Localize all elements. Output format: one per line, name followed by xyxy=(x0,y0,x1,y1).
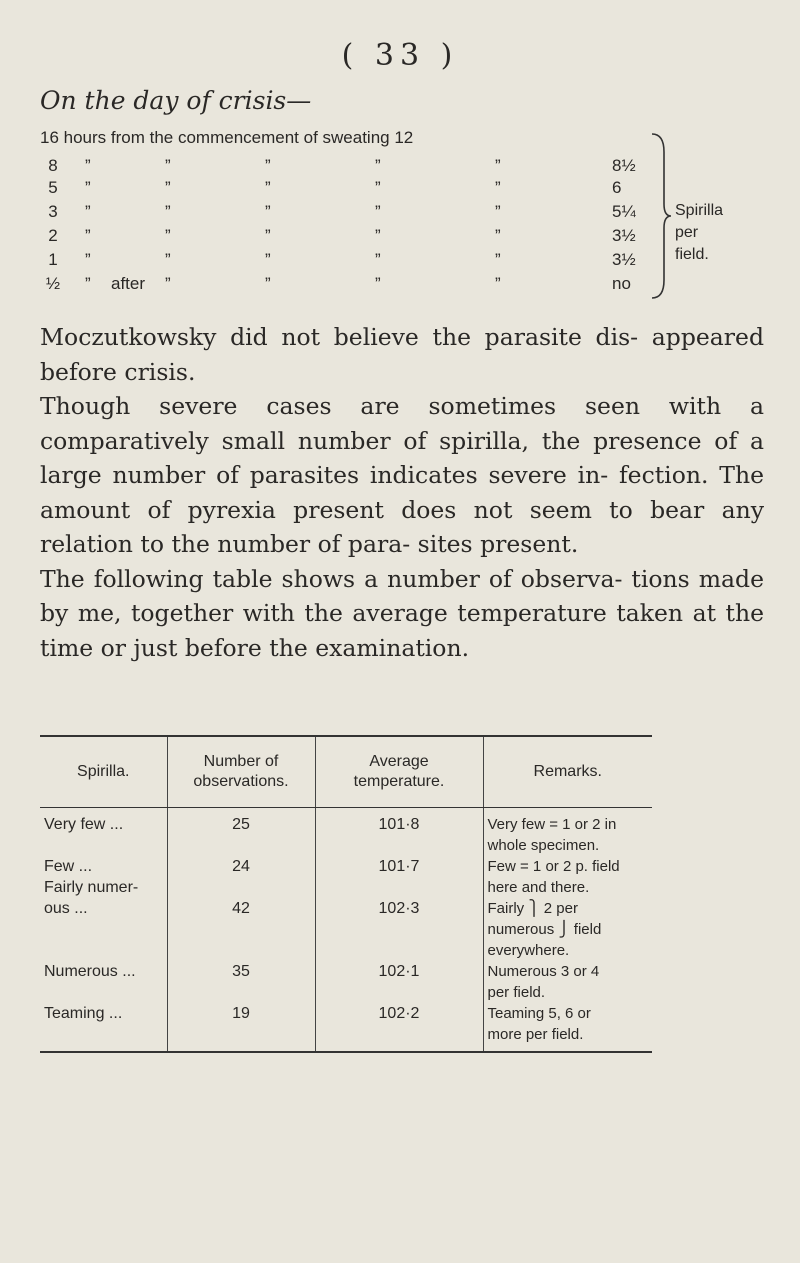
ditto-mark: ” xyxy=(265,178,271,197)
observation-count: 42 xyxy=(232,900,250,917)
spirilla-count: no xyxy=(612,274,631,293)
crisis-hours: 1 xyxy=(48,250,58,269)
ditto-mark: ” xyxy=(85,156,91,175)
section-heading: On the day of crisis— xyxy=(40,86,312,115)
spirilla-column xyxy=(40,808,167,1053)
paragraph: The following table shows a number of observa- tions made by me, together with the average temperature taken at the time or just before the examination. xyxy=(40,564,764,662)
average-temperature xyxy=(320,877,479,898)
brace-label xyxy=(675,200,723,266)
remark-line: everywhere. xyxy=(487,942,570,959)
observation-count: 25 xyxy=(232,816,250,833)
paragraph: Moczutkowsky did not believe the parasite dis- appeared before crisis. xyxy=(40,323,764,386)
ditto-mark: ” xyxy=(165,250,171,269)
spirilla-count: 5¼ xyxy=(612,202,636,221)
ditto-mark: ” xyxy=(375,156,381,175)
spirilla-level: Teaming ... xyxy=(44,1005,123,1022)
ditto-mark: ” xyxy=(265,274,271,293)
ditto-mark: ” xyxy=(375,250,381,269)
ditto-mark: ” xyxy=(375,274,381,293)
crisis-row xyxy=(40,200,680,224)
average-temperature xyxy=(320,940,479,961)
spirilla-level: ous ... xyxy=(44,900,88,917)
spirilla-level xyxy=(44,835,163,856)
curly-brace-icon xyxy=(650,132,672,300)
ditto-mark: ” xyxy=(85,202,91,221)
spirilla-level: Fairly numer- xyxy=(44,879,139,896)
spirilla-level: Few ... xyxy=(44,858,93,875)
ditto-mark: ” xyxy=(375,202,381,221)
spirilla-count: 3½ xyxy=(612,226,636,245)
crisis-row xyxy=(40,224,680,248)
header-remarks: Remarks. xyxy=(483,736,652,808)
average-temperature: 102·2 xyxy=(378,1005,420,1022)
spirilla-level: Numerous ... xyxy=(44,963,136,980)
average-temperature xyxy=(320,835,479,856)
spirilla-count: 3½ xyxy=(612,250,636,269)
average-temperature xyxy=(320,1024,479,1045)
paragraph: Though severe cases are sometimes seen with a comparatively small number of spirilla, the presence of a large number of parasites indicates severe in- fection. The amount of pyrexia present does not seem to bear any relation to the number of para- sites present. xyxy=(40,392,764,558)
observation-count xyxy=(172,1024,311,1045)
crisis-hours: 3 xyxy=(48,202,58,221)
brace-label-line2: per field. xyxy=(675,224,709,263)
average-temperature: 101·7 xyxy=(378,858,420,875)
crisis-row xyxy=(40,154,680,178)
remark-line: more per field. xyxy=(487,1026,584,1043)
remark-line: Few = 1 or 2 p. field xyxy=(487,858,620,875)
crisis-hours: 5 xyxy=(48,178,58,197)
remark-line: here and there. xyxy=(487,879,590,896)
crisis-hours: ½ xyxy=(45,274,61,293)
crisis-hours: 8 xyxy=(48,156,58,175)
remark-line: numerous ⎭ field xyxy=(487,921,602,938)
ditto-mark: ” xyxy=(85,274,91,293)
ditto-mark: ” xyxy=(165,274,171,293)
spirilla-level xyxy=(44,919,163,940)
average-temperature xyxy=(320,919,479,940)
remark-line: per field. xyxy=(487,984,546,1001)
average-temperature xyxy=(320,982,479,1003)
ditto-mark: ” xyxy=(495,156,501,175)
ditto-mark: ” xyxy=(165,202,171,221)
ditto-mark: ” xyxy=(495,274,501,293)
observations-table xyxy=(40,735,652,1053)
ditto-mark: ” xyxy=(165,178,171,197)
after-label: after xyxy=(111,274,146,293)
ditto-mark: ” xyxy=(265,226,271,245)
ditto-mark: ” xyxy=(495,250,501,269)
remark-line: Teaming 5, 6 or xyxy=(487,1005,591,1022)
remarks-column xyxy=(483,808,652,1053)
observations-column xyxy=(167,808,315,1053)
observation-count xyxy=(172,982,311,1003)
spirilla-level xyxy=(44,1024,163,1045)
body-text xyxy=(40,320,764,665)
crisis-hours: 2 xyxy=(48,226,58,245)
spirilla-level: Very few ... xyxy=(44,816,124,833)
crisis-row xyxy=(40,272,680,296)
ditto-mark: ” xyxy=(495,178,501,197)
table-row xyxy=(40,808,652,1053)
page-number: ( 33 ) xyxy=(341,38,459,73)
ditto-mark: ” xyxy=(265,250,271,269)
spirilla-level xyxy=(44,940,163,961)
average-temperature: 102·3 xyxy=(378,900,420,917)
spirilla-count: 8½ xyxy=(612,156,636,175)
crisis-observations xyxy=(40,128,724,318)
observation-count: 35 xyxy=(232,963,250,980)
observation-count xyxy=(172,940,311,961)
spirilla-level xyxy=(44,982,163,1003)
spirilla-count: 6 xyxy=(612,178,622,197)
observation-count xyxy=(172,919,311,940)
ditto-mark: ” xyxy=(495,226,501,245)
ditto-mark: ” xyxy=(265,202,271,221)
crisis-row xyxy=(40,248,680,272)
observation-count xyxy=(172,877,311,898)
remark-line: Numerous 3 or 4 xyxy=(487,963,600,980)
header-spirilla: Spirilla. xyxy=(40,736,167,808)
remark-line: whole specimen. xyxy=(487,837,600,854)
remark-line: Very few = 1 or 2 in xyxy=(487,816,617,833)
crisis-first-line: 16 hours from the commencement of sweating 12 xyxy=(40,128,414,147)
ditto-mark: ” xyxy=(85,250,91,269)
observation-count: 19 xyxy=(232,1005,250,1022)
observation-count xyxy=(172,835,311,856)
remark-line: Fairly ⎫ 2 per xyxy=(487,900,578,917)
ditto-mark: ” xyxy=(495,202,501,221)
table-header-row xyxy=(40,736,652,808)
header-temperature: Average temperature. xyxy=(315,736,483,808)
average-temperature: 102·1 xyxy=(378,963,420,980)
ditto-mark: ” xyxy=(85,226,91,245)
ditto-mark: ” xyxy=(375,178,381,197)
average-temperature: 101·8 xyxy=(378,816,420,833)
temperature-column xyxy=(315,808,483,1053)
ditto-mark: ” xyxy=(375,226,381,245)
observation-count: 24 xyxy=(232,858,250,875)
ditto-mark: ” xyxy=(165,156,171,175)
ditto-mark: ” xyxy=(165,226,171,245)
crisis-row xyxy=(40,176,680,200)
brace-label-line1: Spirilla xyxy=(675,202,724,219)
ditto-mark: ” xyxy=(85,178,91,197)
ditto-mark: ” xyxy=(265,156,271,175)
header-observations: Number of observations. xyxy=(167,736,315,808)
